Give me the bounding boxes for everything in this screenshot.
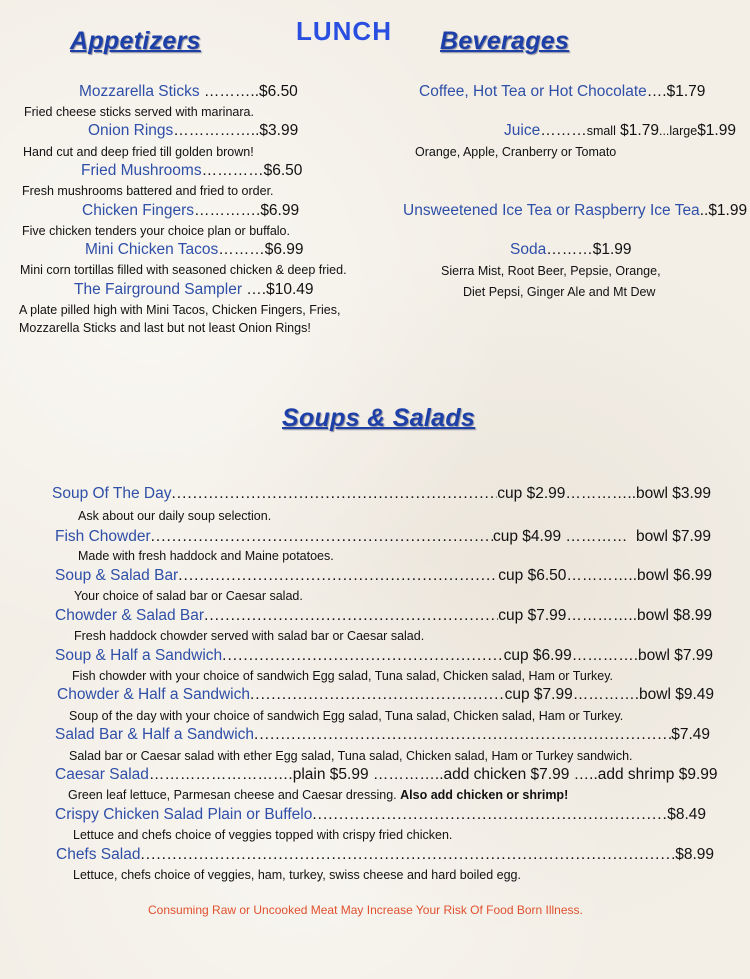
menu-item-title: Fish Chowder ..... cup $4.99 ………… bowl $7.99 [55,528,711,546]
menu-item-description: A plate pilled high with Mini Tacos, Chicken Fingers, Fries, [19,303,341,317]
menu-item-description: Green leaf lettuce, Parmesan cheese and Caesar dressing. Also add chicken or shrimp! [68,788,569,802]
menu-item-description: Orange, Apple, Cranberry or Tomato [415,145,617,159]
menu-item-title: Mozzarella Sticks ………..$6.50 [79,83,298,100]
menu-item-title: Crispy Chicken Salad Plain or Buffelo ..... $8.49 [55,806,706,824]
menu-item-description: Mozzarella Sticks and last but not least Onion Rings! [19,321,311,335]
menu-item-title: Onion Rings……………..$3.99 [88,122,299,139]
menu-item-title: Caesar Salad……………………….plain $5.99 …………..add chicken $7.99 …..add shrimp $9.99 [55,766,718,783]
page-title: LUNCH [296,16,392,46]
menu-item-title: Juice………small $1.79...large$1.99 [504,122,736,139]
menu-item-title: Soup & Half a Sandwich ..... cup $6.99 …………. bowl $7.99 [55,647,713,665]
menu-item-title: Soda………$1.99 [510,241,632,258]
menu-item-description: Mini corn tortillas filled with seasoned chicken & deep fried. [20,263,347,277]
beverages-heading: Beverages [440,27,570,55]
menu-item-title: Fried Mushrooms…………$6.50 [81,162,303,179]
menu-item-description: Soup of the day with your choice of sandwich Egg salad, Tuna salad, Chicken salad, Ham or Turkey. [69,709,624,723]
menu-item-description: Salad bar or Caesar salad with ether Egg salad, Tuna salad, Chicken salad, Ham or Turkey sandwich. [69,749,633,763]
menu-item-title: Coffee, Hot Tea or Hot Chocolate….$1.79 [419,83,706,100]
menu-item-title: Soup Of The Day ..... cup $2.99 ………….. bowl $3.99 [52,485,711,503]
menu-item-description: Fried cheese sticks served with marinara. [24,105,254,119]
menu-item-title: Mini Chicken Tacos………$6.99 [85,241,304,258]
menu-item-description: Hand cut and deep fried till golden brown! [23,145,254,159]
menu-item-description: Sierra Mist, Root Beer, Pepsie, Orange, [441,264,661,278]
menu-item-title: The Fairground Sampler ….$10.49 [74,281,314,298]
menu-item-title: Unsweetened Ice Tea or Raspberry Ice Tea..$1.99 [403,202,748,219]
menu-item-description: Fresh mushrooms battered and fried to order. [22,184,274,198]
menu-item-description: Five chicken tenders your choice plan or buffalo. [22,224,290,238]
menu-item-title: Salad Bar & Half a Sandwich ..... $7.49 [55,726,710,744]
menu-item-description: Fresh haddock chowder served with salad bar or Caesar salad. [74,629,425,643]
menu-item-title: Chowder & Half a Sandwich ..... cup $7.99 …………. bowl $9.49 [57,686,714,704]
menu-item-description: Made with fresh haddock and Maine potatoes. [78,549,334,563]
menu-item-title: Chefs Salad ..... $8.99 [56,846,714,864]
menu-item-title: Soup & Salad Bar ..... cup $6.50 ………….. bowl $6.99 [55,567,712,585]
soups-salads-heading: Soups & Salads [282,404,476,432]
menu-item-description: Fish chowder with your choice of sandwich Egg salad, Tuna salad, Chicken salad, Ham or Turkey. [72,669,614,683]
menu-item-description: Lettuce and chefs choice of veggies topped with crispy fried chicken. [73,828,453,842]
menu-item-title: Chowder & Salad Bar ..... cup $7.99 ………….. bowl $8.99 [55,607,712,625]
menu-item-description: Ask about our daily soup selection. [78,509,272,523]
menu-item-title: Chicken Fingers………….$6.99 [82,202,300,219]
appetizers-heading: Appetizers [70,27,201,55]
menu-item-description: Your choice of salad bar or Caesar salad. [74,589,303,603]
menu-item-description: Lettuce, chefs choice of veggies, ham, turkey, swiss cheese and hard boiled egg. [73,868,521,882]
health-warning: Consuming Raw or Uncooked Meat May Increase Your Risk Of Food Born Illness. [148,903,583,917]
menu-item-description: Diet Pepsi, Ginger Ale and Mt Dew [463,285,656,299]
